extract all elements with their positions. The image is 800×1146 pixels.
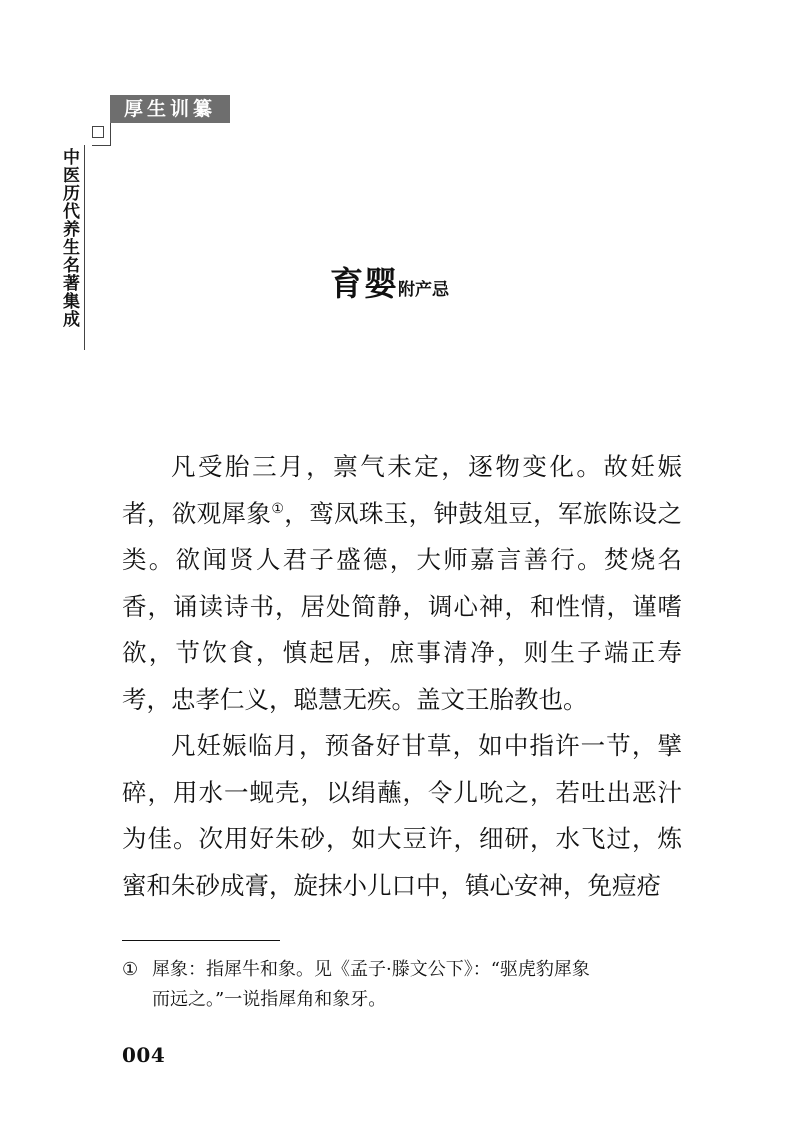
footnote-mark: ① bbox=[122, 959, 139, 980]
paragraph bbox=[122, 444, 682, 723]
chapter-title bbox=[330, 258, 449, 305]
footnote bbox=[122, 955, 687, 1015]
footnote-text: 而远之。”一说指犀角和象牙。 bbox=[152, 989, 387, 1010]
paragraph: 凡妊娠临月，预备好甘草，如中指许一节，擘碎，用水一蚬壳，以绢蘸，令儿吮之，若吐出恶汁为佳。次用好朱砂，如大豆许，细研，水飞过，炼蜜和朱砂成膏，旋抹小儿口中，镇心安神，免痘疮 bbox=[122, 731, 682, 900]
footnote-reference[interactable]: ① bbox=[271, 500, 285, 517]
body-text bbox=[122, 444, 682, 909]
series-title: 中医历代养生名著集成 bbox=[59, 148, 79, 328]
paragraph-text: 凡受胎三月，禀气未定，逐物变化。故妊娠者，欲观犀象 bbox=[122, 452, 682, 528]
page-number: 004 bbox=[122, 1043, 166, 1067]
paragraph-text: ，鸾凤珠玉，钟鼓俎豆，军旅陈设之类。欲闻贤人君子盛德，大师嘉言善行。焚烧名香，诵读诗书，居处简静，调心神，和性情，谨嗜欲，节饮食，慎起居，庶事清净，则生子端正寿考，忠孝仁义，聪慧无疾。盖文王胎教也。 bbox=[122, 498, 683, 714]
decorative-line bbox=[92, 145, 111, 146]
decorative-line bbox=[110, 123, 111, 145]
decorative-line bbox=[84, 145, 85, 350]
chapter-subtitle: 附产忌 bbox=[398, 280, 449, 300]
book-title-tab: 厚生训纂 bbox=[110, 95, 230, 123]
decorative-square bbox=[92, 126, 104, 138]
chapter-title-main: 育婴 bbox=[330, 264, 398, 303]
footnote-rule bbox=[122, 940, 280, 941]
footnote-text: 犀象：指犀牛和象。见《孟子·滕文公下》：“驱虎豹犀象 bbox=[152, 959, 590, 980]
